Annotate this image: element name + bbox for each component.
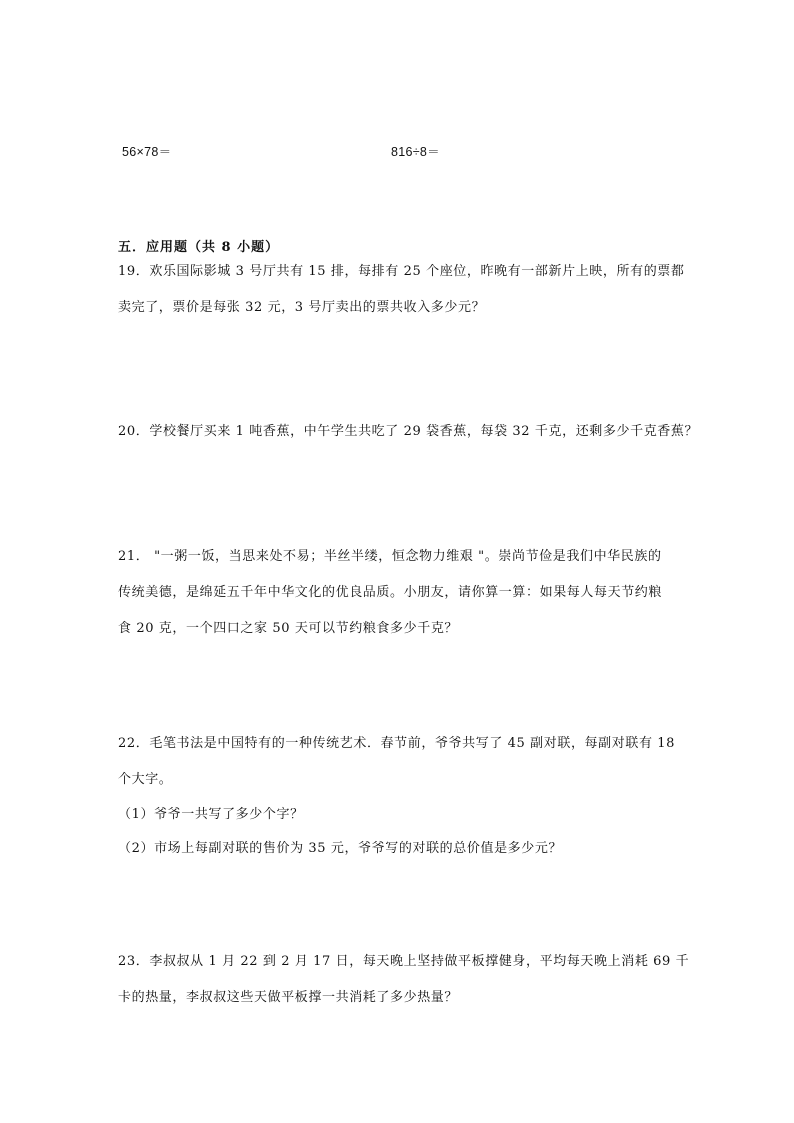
question-22-sub-1: （1）爷爷一共写了多少个字？ <box>118 807 304 822</box>
question-20-line-1: 20．学校餐厅买来 1 吨香蕉，中午学生共吃了 29 袋香蕉，每袋 32 千克，还剩多少千克香蕉？ <box>118 424 699 439</box>
question-21-line-2: 传统美德，是绵延五千年中华文化的优良品质。小朋友，请你算一算：如果每人每天节约粮 <box>118 585 663 600</box>
question-20 <box>118 414 699 450</box>
question-21-line-3: 食 20 克，一个四口之家 50 天可以节约粮食多少千克？ <box>118 621 459 636</box>
calculation-816div8: 816÷8＝ <box>391 145 440 159</box>
section-title: 五．应用题（共 8 小题） <box>118 240 280 255</box>
question-19-line-2: 卖完了，票价是每张 32 元，3 号厅卖出的票共收入多少元？ <box>118 300 486 315</box>
question-22 <box>118 726 678 866</box>
question-21-line-1: 21． "一粥一饭，当思来处不易；半丝半缕，恒念物力维艰 "。崇尚节俭是我们中华民族的 <box>118 549 662 564</box>
question-23 <box>118 944 690 1016</box>
question-21 <box>118 539 678 647</box>
question-23-line-2: 卡的热量，李叔叔这些天做平板撑一共消耗了多少热量？ <box>118 990 459 1005</box>
question-22-line-1: 22．毛笔书法是中国特有的一种传统艺术．春节前，爷爷共写了 45 副对联，每副对联有 18 <box>118 736 676 751</box>
question-19 <box>118 254 685 326</box>
calculation-56x78: 56×78＝ <box>122 145 172 159</box>
question-22-sub-2: （2）市场上每副对联的售价为 35 元，爷爷写的对联的总价值是多少元？ <box>118 841 563 856</box>
question-23-line-1: 23．李叔叔从 1 月 22 到 2 月 17 日，每天晚上坚持做平板撑健身，平均每天晚上消耗 69 千 <box>118 954 690 969</box>
question-19-line-1: 19．欢乐国际影城 3 号厅共有 15 排，每排有 25 个座位，昨晚有一部新片上映，所有的票都 <box>118 264 685 279</box>
question-22-line-2: 个大字。 <box>118 772 173 787</box>
